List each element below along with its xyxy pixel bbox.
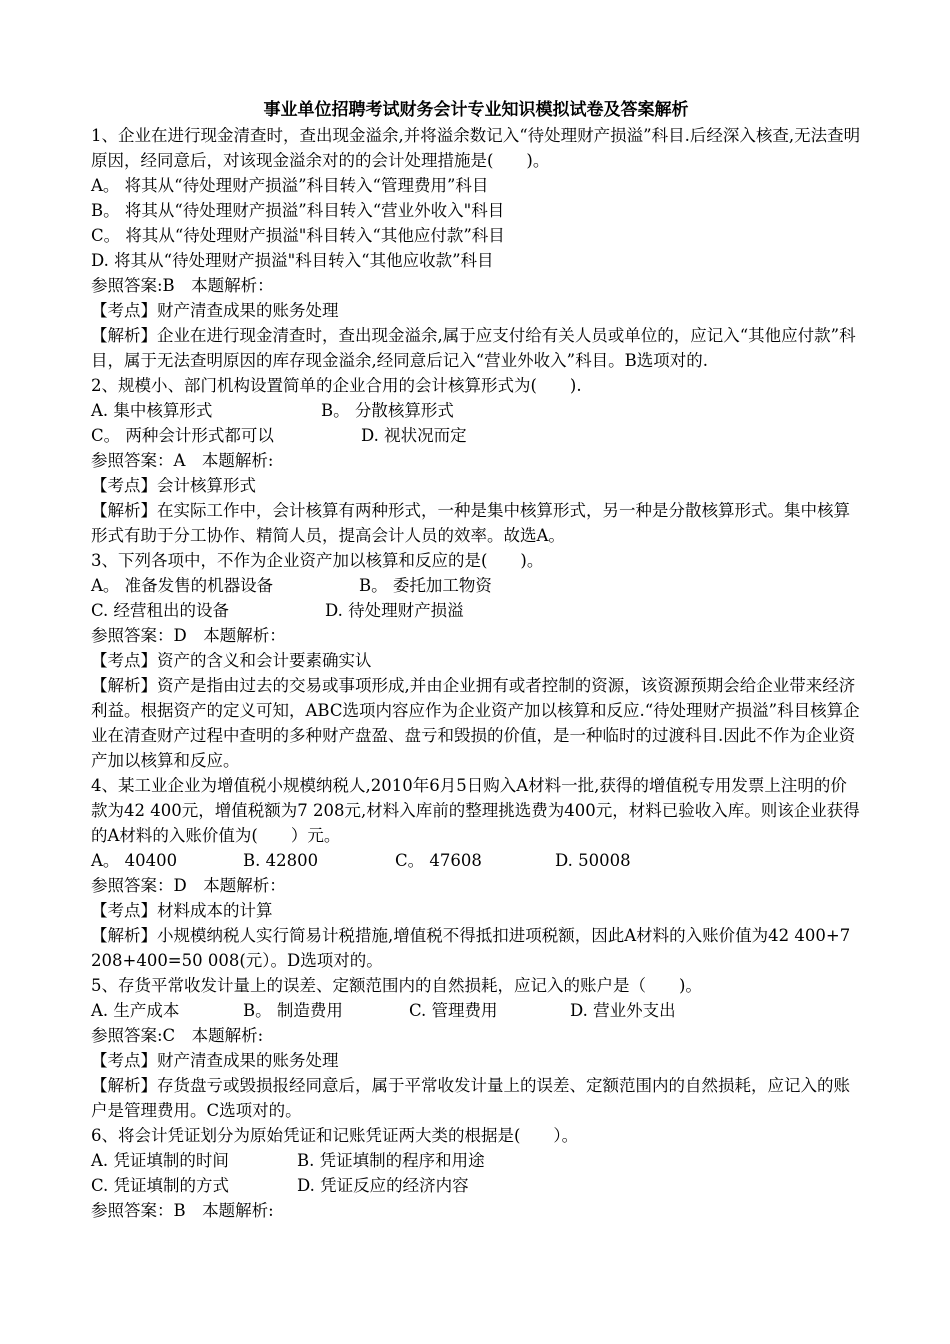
q1-point: 【考点】财产清查成果的账务处理 — [91, 301, 339, 320]
q3-option-d: D. 待处理财产损溢 — [325, 601, 464, 620]
document-page — [91, 98, 861, 1223]
q3-answer: 参照答案：D 本题解析： — [91, 626, 286, 645]
q4-option-a: A。 40400 — [91, 851, 178, 870]
q3-stem: 3、下列各项中，不作为企业资产加以核算和反应的是( )。 — [91, 551, 544, 570]
q5-answer: 参照答案:C 本题解析: — [91, 1026, 264, 1045]
q4-option-d: D. 50008 — [555, 851, 631, 870]
q2-option-d: D. 视状况而定 — [361, 426, 467, 445]
q1-option-c: C。 将其从“待处理财产损溢"科目转入“其他应付款”科目 — [91, 226, 505, 245]
q5-option-b: B。 制造费用 — [243, 1001, 343, 1020]
q6-options-row-1 — [91, 1148, 861, 1173]
q1-stem: 1、企业在进行现金清查时，查出现金溢余,并将溢余数记入“待处理财产损溢”科目.后经深入核查,无法查明原因，经同意后，对该现金溢余对的的会计处理措施是( )。 — [91, 126, 861, 170]
q2-option-b: B。 分散核算形式 — [321, 401, 454, 420]
q4-option-c: C。 47608 — [395, 851, 482, 870]
q5-option-c: C. 管理费用 — [409, 1001, 498, 1020]
q5-option-d: D. 营业外支出 — [570, 1001, 676, 1020]
q2-options-row-2 — [91, 423, 861, 448]
q5-point: 【考点】财产清查成果的账务处理 — [91, 1051, 339, 1070]
q6-options-row-2 — [91, 1173, 861, 1198]
q6-option-d: D. 凭证反应的经济内容 — [297, 1176, 469, 1195]
q3-option-b: B。 委托加工物资 — [359, 576, 492, 595]
q2-stem: 2、规模小、部门机构设置简单的企业合用的会计核算形式为( ). — [91, 376, 582, 395]
q1-option-a: A。 将其从“待处理财产损溢”科目转入“管理费用”科目 — [91, 176, 489, 195]
q1-analysis: 【解析】企业在进行现金清查时，查出现金溢余,属于应支付给有关人员或单位的，应记入“其他应付款”科目，属于无法查明原因的库存现金溢余,经同意后记入“营业外收入”科目。B选项对的. — [91, 326, 856, 370]
q6-option-b: B. 凭证填制的程序和用途 — [297, 1151, 485, 1170]
q3-option-c: C. 经营租出的设备 — [91, 601, 230, 620]
q5-stem: 5、存货平常收发计量上的误差、定额范围内的自然损耗，应记入的账户是（ )。 — [91, 976, 702, 995]
q2-option-c: C。 两种会计形式都可以 — [91, 426, 274, 445]
q5-option-a: A. 生产成本 — [91, 1001, 180, 1020]
q3-point: 【考点】资产的含义和会计要素确实认 — [91, 651, 372, 670]
q3-options-row-1 — [91, 573, 861, 598]
q1-answer: 参照答案:B 本题解析： — [91, 276, 274, 295]
q4-options-row — [91, 848, 861, 873]
q6-option-a: A. 凭证填制的时间 — [91, 1151, 229, 1170]
document-title: 事业单位招聘考试财务会计专业知识模拟试卷及答案解析 — [263, 100, 689, 120]
q3-options-row-2 — [91, 598, 861, 623]
q4-stem: 4、某工业企业为增值税小规模纳税人,2010年6月5日购入A材料一批,获得的增值税专用发票上注明的价款为42 400元，增值税额为7 208元,材料入库前的整理挑选费为400元，材料已验收入库。则该企业获得的A材料的入账价值为( ）元。 — [91, 776, 860, 845]
q6-stem: 6、将会计凭证划分为原始凭证和记账凭证两大类的根据是( ）。 — [91, 1126, 579, 1145]
q4-analysis: 【解析】小规模纳税人实行简易计税措施,增值税不得抵扣进项税额，因此A材料的入账价值为42 400+7 208+400=50 008(元）。D选项对的。 — [91, 926, 851, 970]
q2-option-a: A. 集中核算形式 — [91, 401, 213, 420]
q5-options-row — [91, 998, 861, 1023]
q5-analysis: 【解析】存货盘亏或毁损报经同意后，属于平常收发计量上的误差、定额范围内的自然损耗，应记入的账户是管理费用。C选项对的。 — [91, 1076, 850, 1120]
q4-answer: 参照答案：D 本题解析： — [91, 876, 286, 895]
q2-point: 【考点】会计核算形式 — [91, 476, 256, 495]
q1-option-b: B。 将其从“待处理财产损溢”科目转入“营业外收入"科目 — [91, 201, 505, 220]
q2-answer: 参照答案：A 本题解析: — [91, 451, 274, 470]
q3-option-a: A。 准备发售的机器设备 — [91, 576, 274, 595]
q6-option-c: C. 凭证填制的方式 — [91, 1176, 230, 1195]
q2-analysis: 【解析】在实际工作中，会计核算有两种形式，一种是集中核算形式，另一种是分散核算形式。集中核算形式有助于分工协作、精简人员，提高会计人员的效率。故选A。 — [91, 501, 850, 545]
q6-answer: 参照答案：B 本题解析: — [91, 1201, 274, 1220]
q2-options-row-1 — [91, 398, 861, 423]
q4-point: 【考点】材料成本的计算 — [91, 901, 273, 920]
q1-option-d: D. 将其从“待处理财产损溢"科目转入“其他应收款”科目 — [91, 251, 494, 270]
q4-option-b: B. 42800 — [243, 851, 319, 870]
q3-analysis: 【解析】资产是指由过去的交易或事项形成,并由企业拥有或者控制的资源，该资源预期会给企业带来经济利益。根据资产的定义可知，ABC选项内容应作为企业资产加以核算和反应.“待处理财产损溢”科目核算企业在清查财产过程中查明的多种财产盘盈、盘亏和毁损的价值，是一种临时的过渡科目.因此不作为企业资产加以核算和反应。 — [91, 676, 860, 770]
